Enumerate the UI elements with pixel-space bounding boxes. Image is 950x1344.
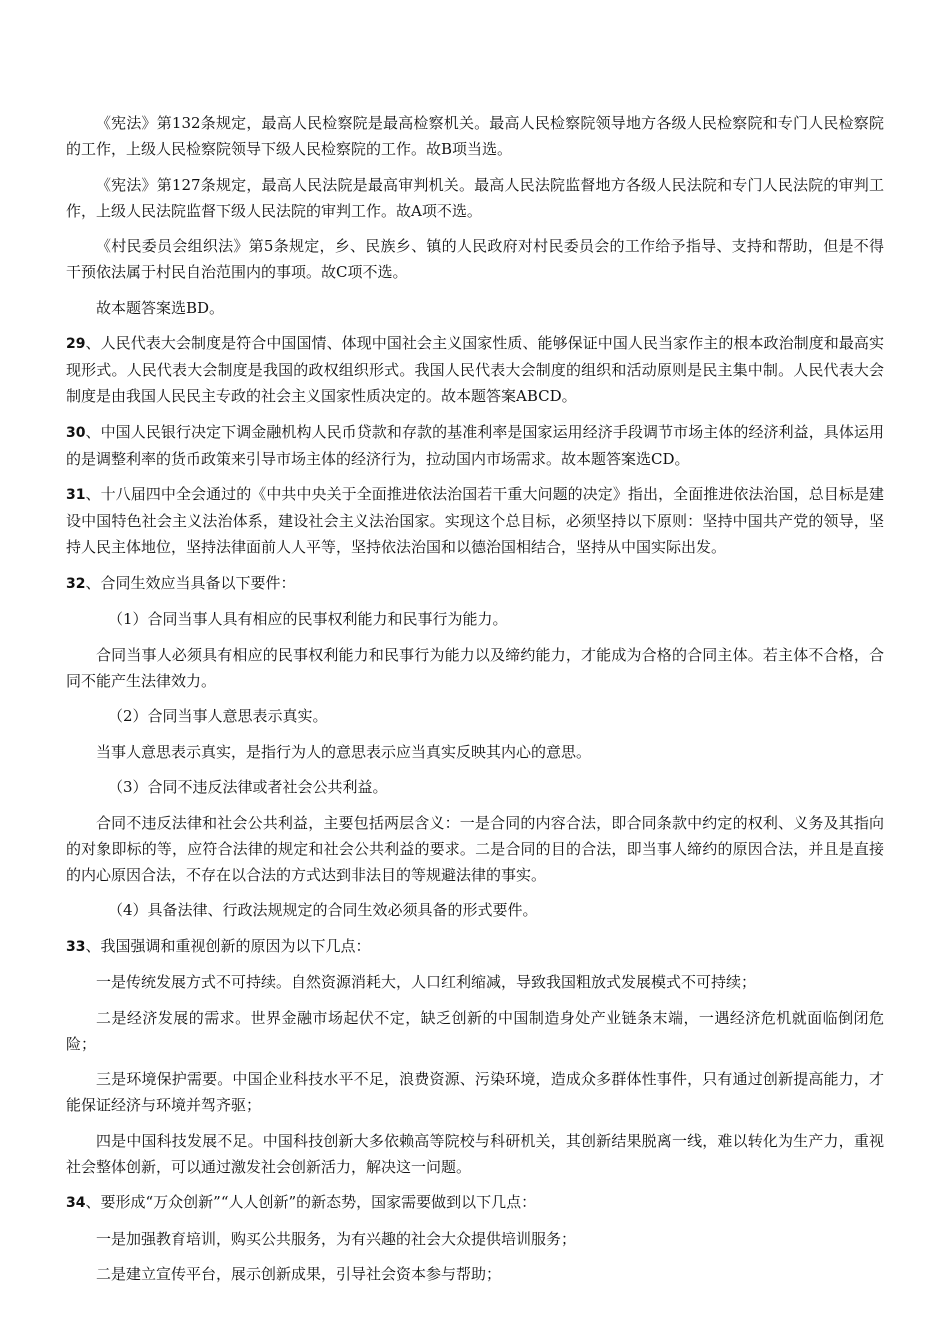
numbered-answer	[66, 481, 884, 560]
paragraph: 合同当事人必须具有相应的民事权利能力和民事行为能力以及缔约能力，才能成为合格的合同主体。若主体不合格，合同不能产生法律效力。	[66, 645, 884, 690]
answer-number: 29	[66, 336, 86, 352]
paragraph: 二是经济发展的需求。世界金融市场起伏不定，缺乏创新的中国制造身处产业链条末端，一遇经济危机就面临倒闭危险；	[66, 1008, 884, 1053]
answer-text: 、我国强调和重视创新的原因为以下几点：	[85, 936, 371, 955]
paragraph: 《宪法》第127条规定，最高人民法院是最高审判机关。最高人民法院监督地方各级人民法院和专门人民法院的审判工作，上级人民法院监督下级人民法院的审判工作。故A项不选。	[66, 175, 884, 220]
paragraph: 二是建立宣传平台，展示创新成果，引导社会资本参与帮助；	[96, 1265, 502, 1283]
numbered-answer	[66, 330, 884, 409]
answer-number: 30	[66, 424, 86, 441]
answer-text: 、人民代表大会制度是符合中国国情、体现中国社会主义国家性质、能够保证中国人民当家作主的根本政治制度和最高实现形式。人民代表大会制度是我国的政权组织形式。我国人民代表大会制度的组织和活动原则是民主集中制。人民代表大会制度是由我国人民民主专政的社会主义国家性质决定的。故本题答案ABCD。	[66, 334, 884, 405]
sub-item: （1）合同当事人具有相应的民事权利能力和民事行为能力。	[108, 610, 508, 628]
answer-text: 、要形成“万众创新”“人人创新”的新态势，国家需要做到以下几点：	[85, 1193, 537, 1211]
answer-text: 、中国人民银行决定下调金融机构人民币贷款和存款的基准利率是国家运用经济手段调节市场主体的经济利益，具体运用的是调整利率的货币政策来引导市场主体的经济行为，拉动国内市场需求。故本题答案选CD。	[66, 422, 884, 468]
paragraph: 当事人意思表示真实，是指行为人的意思表示应当真实反映其内心的意思。	[96, 742, 592, 761]
paragraph: 一是加强教育培训，购买公共服务，为有兴趣的社会大众提供培训服务；	[96, 1229, 577, 1248]
answer-text: 、十八届四中全会通过的《中共中央关于全面推进依法治国若干重大问题的决定》指出，全面推进依法治国，总目标是建设中国特色社会主义法治体系，建设社会主义法治国家。实现这个总目标，必须坚持以下原则：坚持中国共产党的领导，坚持人民主体地位，坚持法律面前人人平等，坚持依法治国和以德治国相结合，坚持从中国实际出发。	[66, 485, 884, 556]
paragraph: 《宪法》第132条规定，最高人民检察院是最高检察机关。最高人民检察院领导地方各级人民检察院和专门人民检察院的工作，上级人民检察院领导下级人民检察院的工作。故B项当选。	[66, 114, 884, 158]
paragraph: 一是传统发展方式不可持续。自然资源消耗大，人口红利缩减，导致我国粗放式发展模式不可持续；	[96, 973, 757, 991]
answer-number: 33	[66, 938, 86, 955]
numbered-answer	[66, 933, 884, 960]
sub-item: （4）具备法律、行政法规规定的合同生效必须具备的形式要件。	[108, 901, 538, 919]
sub-item: （3）合同不违反法律或者社会公共利益。	[108, 778, 388, 796]
answer-number: 31	[66, 487, 86, 503]
numbered-answer	[66, 419, 884, 472]
numbered-answer	[66, 1189, 884, 1216]
sub-item: （2）合同当事人意思表示真实。	[108, 707, 328, 725]
paragraph: 三是环境保护需要。中国企业科技水平不足，浪费资源、污染环境，造成众多群体性事件，只有通过创新提高能力，才能保证经济与环境并驾齐驱；	[66, 1070, 884, 1114]
paragraph: 合同不违反法律和社会公共利益，主要包括两层含义：一是合同的内容合法，即合同条款中约定的权利、义务及其指向的对象即标的等，应符合法律的规定和社会公共利益的要求。二是合同的目的合法，即当事人缔约的原因合法，并且是直接的内心原因合法，不存在以合法的方式达到非法目的等规避法律的事实。	[66, 813, 884, 884]
answer-number: 34	[66, 1195, 86, 1211]
paragraph: 《村民委员会组织法》第5条规定，乡、民族乡、镇的人民政府对村民委员会的工作给予指导、支持和帮助，但是不得干预依法属于村民自治范围内的事项。故C项不选。	[66, 237, 884, 281]
answer-text: 、合同生效应当具备以下要件：	[85, 573, 296, 592]
paragraph: 故本题答案选BD。	[96, 298, 225, 317]
paragraph: 四是中国科技发展不足。中国科技创新大多依赖高等院校与科研机关，其创新结果脱离一线，难以转化为生产力，重视社会整体创新，可以通过激发社会创新活力，解决这一问题。	[66, 1131, 884, 1176]
numbered-answer	[66, 570, 884, 597]
answer-number: 32	[66, 575, 86, 592]
